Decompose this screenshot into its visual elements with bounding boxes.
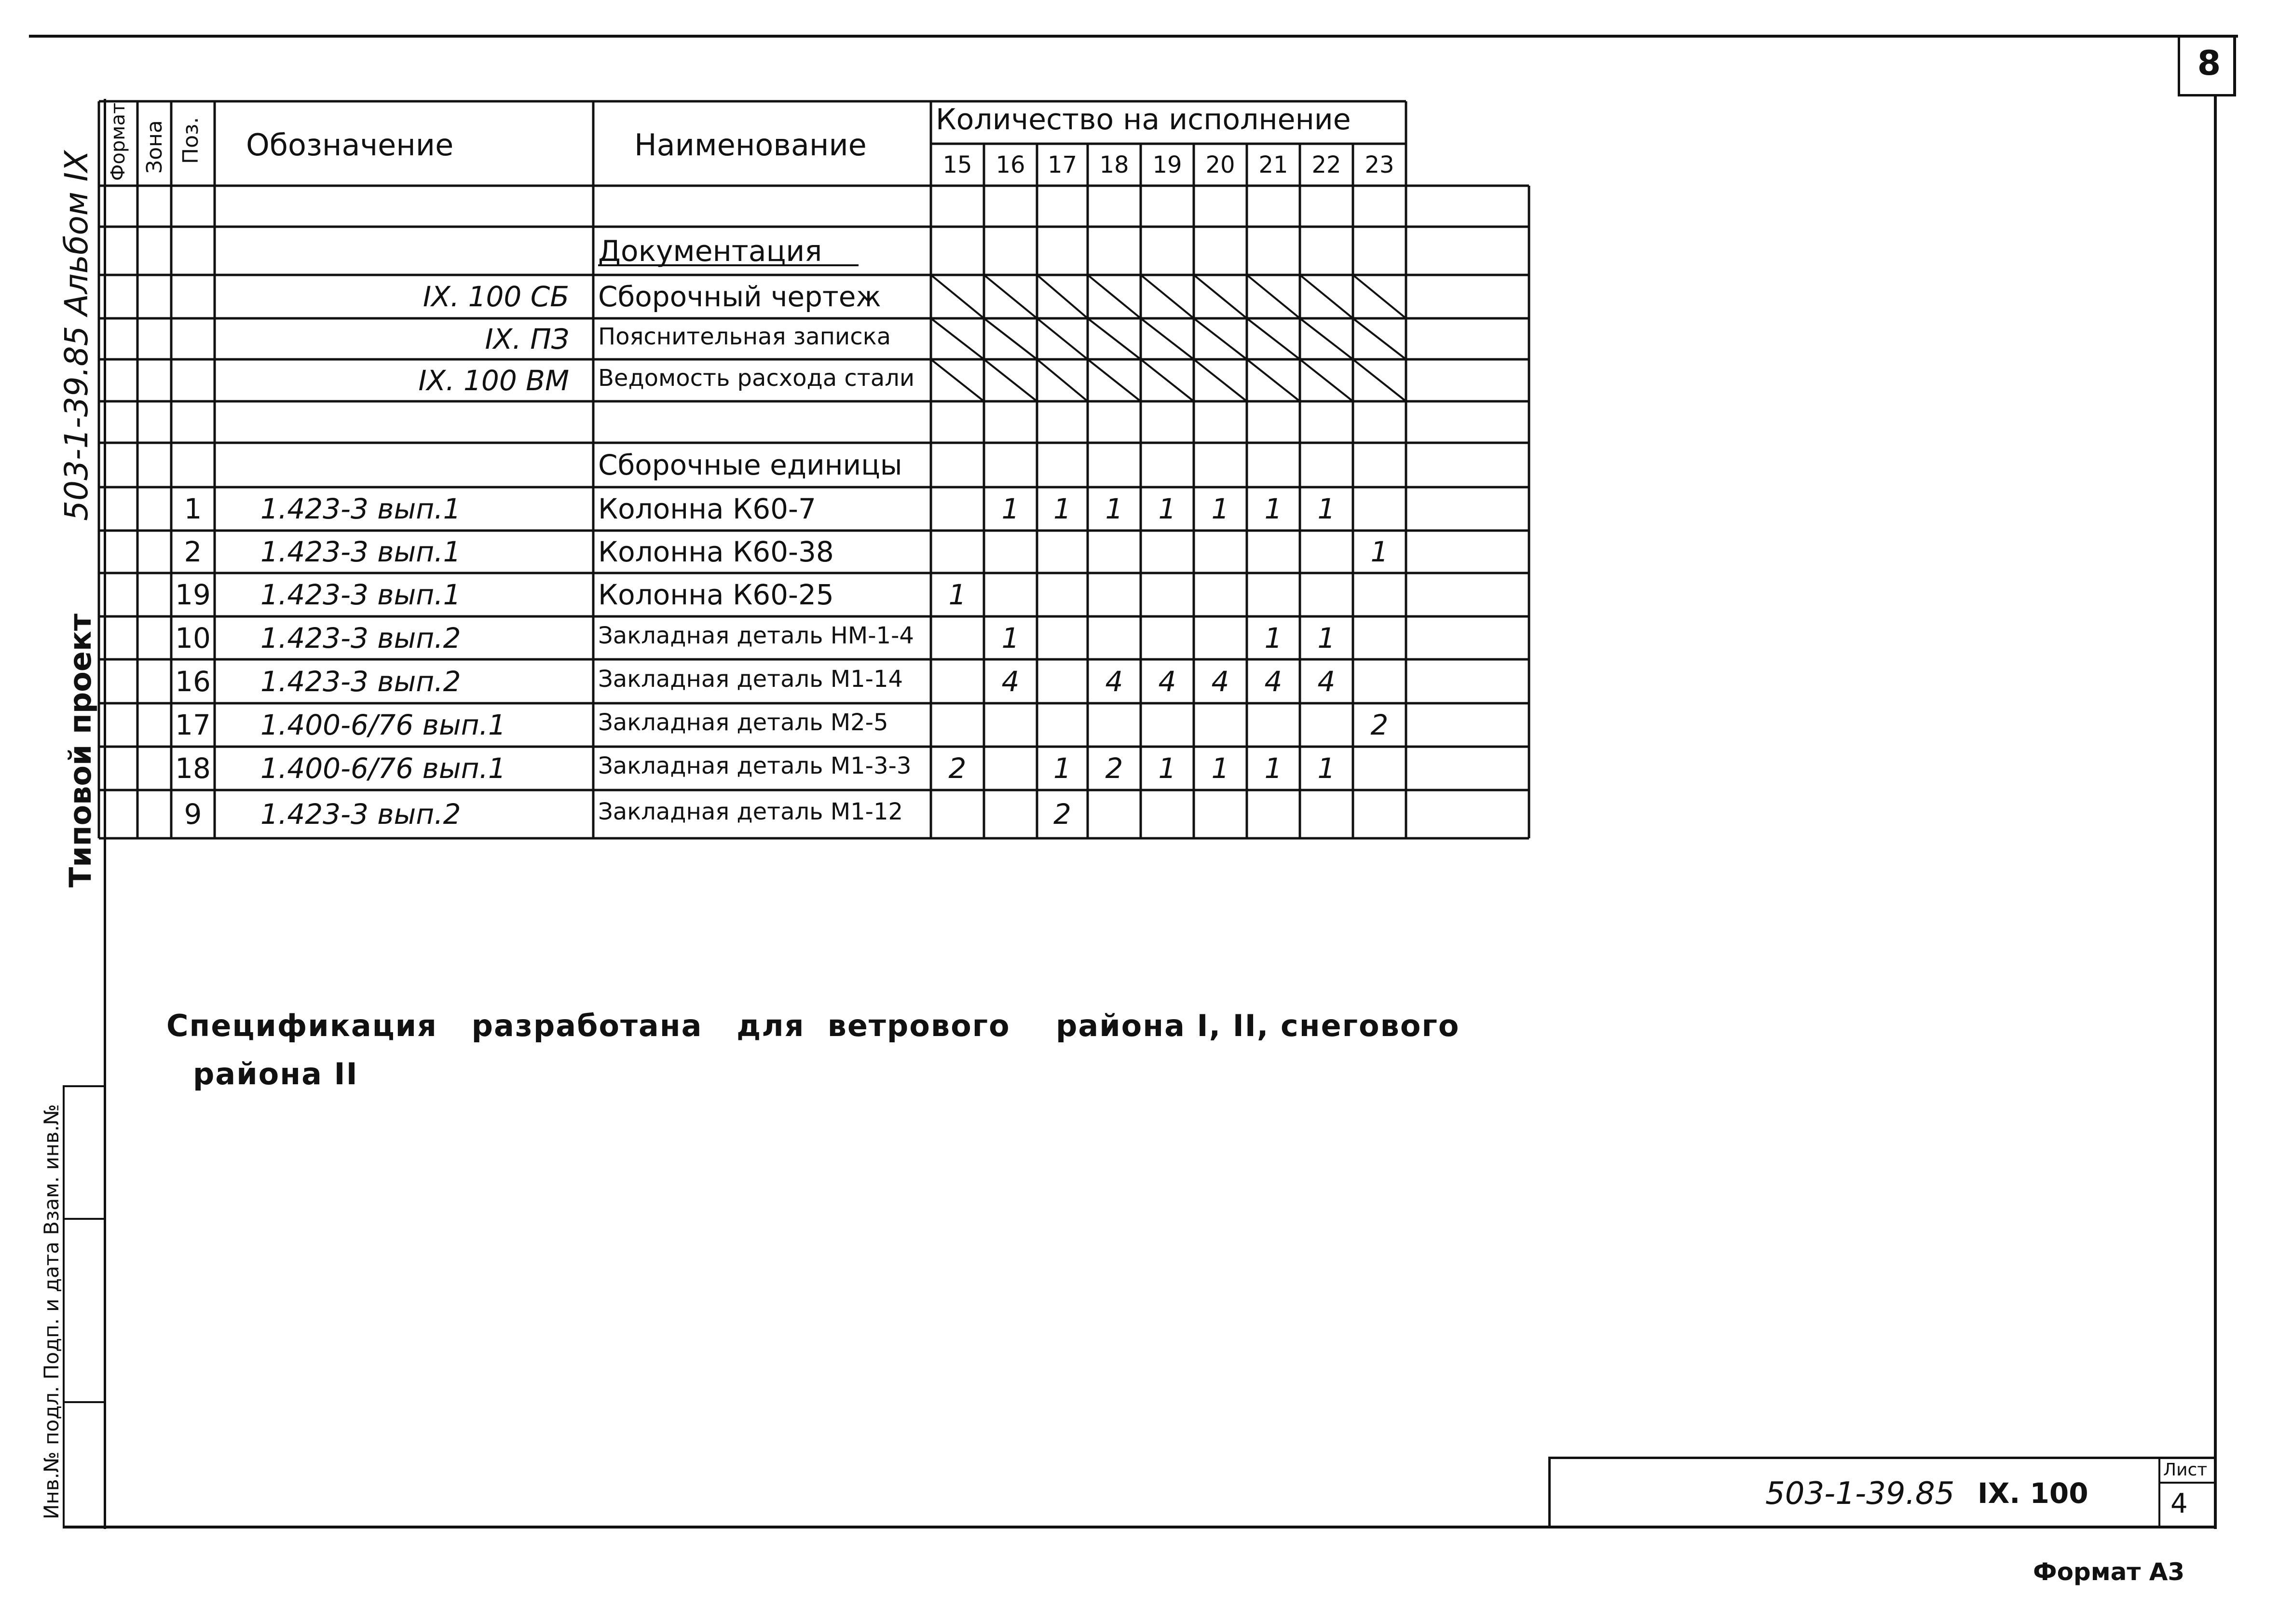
row-qty-19: 4 [1158, 665, 1176, 698]
row-qty-22: 4 [1317, 665, 1336, 698]
row-qty-18: 4 [1105, 665, 1123, 698]
variant-header-16: 16 [996, 151, 1025, 178]
row-qty-17: 2 [1053, 798, 1071, 831]
stamp-top [1548, 1457, 2217, 1459]
row-designation: IX. 100 ВМ [418, 364, 569, 397]
row-qty-22: 1 [1317, 492, 1336, 525]
row-qty-21: 1 [1264, 492, 1283, 525]
row-qty-16: 4 [1001, 665, 1020, 698]
page-number: 8 [2197, 43, 2221, 83]
project-side-label: Типовой проект [63, 614, 98, 887]
row-qty-17: 1 [1053, 492, 1071, 525]
row-pos: 9 [184, 798, 202, 831]
row-qty-20: 4 [1211, 665, 1229, 698]
header-qty-title: Количество на исполнение [936, 103, 1351, 136]
row-pos: 19 [175, 578, 211, 611]
row-name: Закладная деталь М1-3-3 [598, 752, 912, 779]
row-name: Колонна К60-7 [598, 492, 816, 525]
row-name: Колонна К60-25 [598, 578, 834, 611]
row-qty-19: 1 [1158, 492, 1176, 525]
stamp-doc: IX. 100 [1978, 1477, 2088, 1510]
stamp-left [1548, 1457, 1551, 1528]
row-qty-22: 1 [1317, 752, 1336, 785]
row-qty-18: 1 [1105, 492, 1123, 525]
row-name: Документация [598, 234, 822, 268]
row-designation: 1.423-3 вып.2 [260, 622, 461, 655]
row-qty-22: 1 [1317, 622, 1336, 655]
row-qty-21: 4 [1264, 665, 1283, 698]
row-qty-23: 2 [1370, 709, 1389, 741]
variant-header-21: 21 [1258, 151, 1288, 178]
format-label: Формат А3 [2033, 1558, 2185, 1586]
variant-header-15: 15 [942, 151, 972, 178]
note-line-2: района II [193, 1056, 358, 1092]
header-zone: Зона [142, 120, 167, 174]
header-name: Наименование [634, 127, 867, 163]
row-designation: 1.423-3 вып.2 [260, 665, 461, 698]
row-name: Ведомость расхода стали [598, 365, 915, 392]
header-designation: Обозначение [246, 127, 454, 163]
row-qty-23: 1 [1370, 535, 1389, 568]
row-qty-21: 1 [1264, 622, 1283, 655]
album-side-label: 503-1-39.85 Альбом IX [58, 150, 95, 521]
note-line-1: Спецификация разработана для ветрового района I, II, снегового [166, 1008, 1460, 1043]
row-name: Закладная деталь М2-5 [598, 709, 888, 736]
row-name: Закладная деталь НМ-1-4 [598, 622, 914, 649]
stamp-column-label: Инв.№ подл. Подп. и дата Взам. инв.№ [40, 1104, 63, 1519]
row-qty-21: 1 [1264, 752, 1283, 785]
row-name: Пояснительная записка [598, 323, 891, 350]
stamp-sheet-number: 4 [2170, 1488, 2188, 1519]
row-pos: 17 [175, 709, 211, 741]
row-qty-15: 1 [948, 578, 967, 611]
row-designation: 1.400-6/76 вып.1 [260, 752, 506, 785]
variant-header-22: 22 [1311, 151, 1341, 178]
row-pos: 18 [175, 752, 211, 785]
row-pos: 10 [175, 622, 211, 655]
row-designation: IX. 100 СБ [423, 280, 569, 313]
row-designation: 1.423-3 вып.1 [260, 492, 461, 525]
row-designation: 1.423-3 вып.2 [260, 798, 461, 831]
row-designation: 1.400-6/76 вып.1 [260, 709, 506, 741]
row-designation: 1.423-3 вып.1 [260, 535, 461, 568]
row-qty-16: 1 [1001, 492, 1020, 525]
variant-header-18: 18 [1099, 151, 1129, 178]
row-qty-18: 2 [1105, 752, 1123, 785]
header-pos: Поз. [178, 117, 203, 164]
row-qty-15: 2 [948, 752, 967, 785]
row-qty-19: 1 [1158, 752, 1176, 785]
stamp-sheet-mid [2158, 1482, 2216, 1484]
row-designation: IX. ПЗ [485, 323, 569, 355]
row-name: Закладная деталь М1-12 [598, 798, 903, 825]
row-pos: 16 [175, 665, 211, 698]
variant-header-19: 19 [1152, 151, 1182, 178]
stamp-sheet-left [2158, 1457, 2160, 1528]
row-qty-20: 1 [1211, 492, 1229, 525]
row-name: Сборочные единицы [598, 449, 902, 481]
row-qty-20: 1 [1211, 752, 1229, 785]
header-format: Формат [107, 102, 129, 181]
row-name: Сборочный чертеж [598, 280, 881, 313]
stamp-code: 503-1-39.85 [1765, 1476, 1955, 1512]
row-name: Колонна К60-38 [598, 535, 834, 568]
row-pos: 1 [184, 492, 202, 525]
row-designation: 1.423-3 вып.1 [260, 578, 461, 611]
row-name: Закладная деталь М1-14 [598, 666, 903, 693]
row-qty-17: 1 [1053, 752, 1071, 785]
row-pos: 2 [184, 535, 202, 568]
variant-header-20: 20 [1205, 151, 1235, 178]
row-qty-16: 1 [1001, 622, 1020, 655]
stamp-sheet-label: Лист [2163, 1460, 2208, 1480]
variant-header-17: 17 [1047, 151, 1078, 178]
variant-header-23: 23 [1365, 151, 1394, 178]
